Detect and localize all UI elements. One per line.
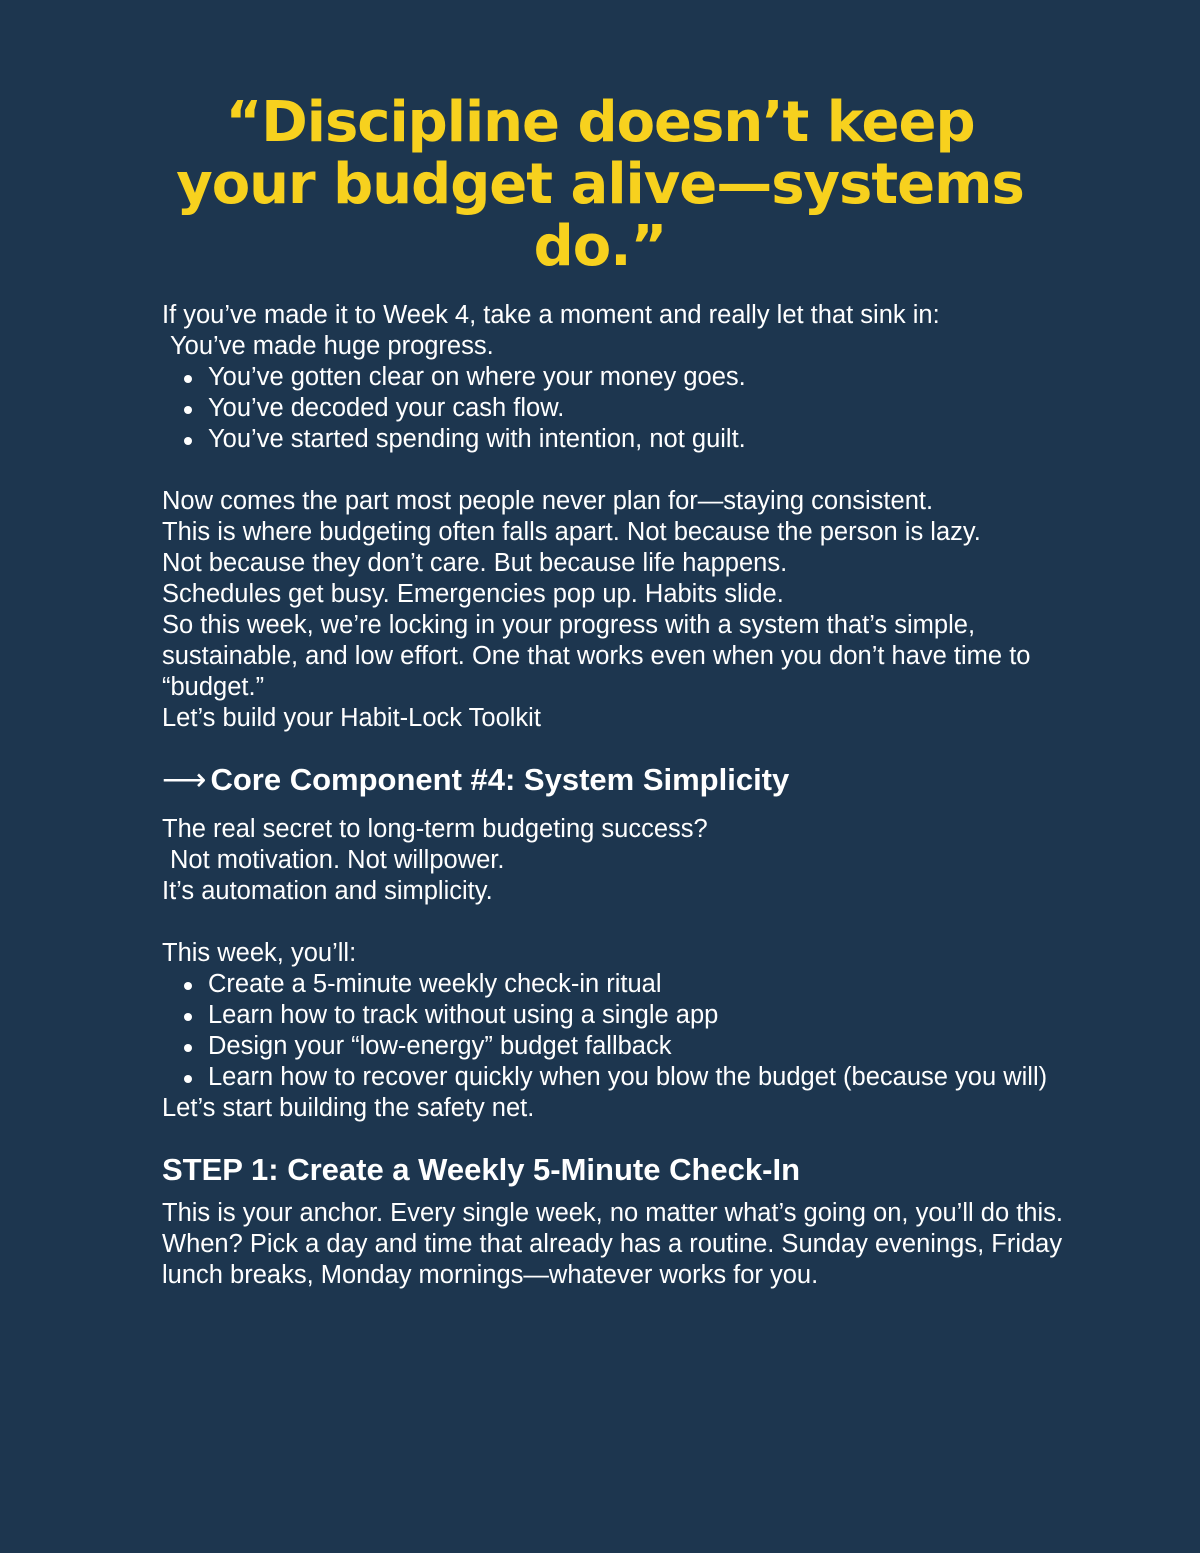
- intro-line-1: If you’ve made it to Week 4, take a moment and really let that sink in:: [162, 301, 940, 329]
- week-intro: This week, you’ll:: [162, 939, 357, 967]
- paragraph-line: So this week, we’re locking in your progress with a system that’s simple, sustainable, and low effort. One that works even when you don’t have time to “budget.”: [162, 611, 1031, 701]
- list-item: Learn how to track without using a single app: [208, 1000, 1082, 1031]
- body-content: [162, 300, 1082, 1291]
- list-item: Create a 5-minute weekly check-in ritual: [208, 969, 1082, 1000]
- paragraph-line: Schedules get busy. Emergencies pop up. Habits slide.: [162, 580, 784, 608]
- list-item: You’ve started spending with intention, not guilt.: [208, 424, 1082, 455]
- step1-paragraph-2: When? Pick a day and time that already has a routine. Sunday evenings, Friday lunch breaks, Monday mornings—whatever works for you.: [162, 1230, 1063, 1289]
- paragraph-line: Now comes the part most people never plan for—staying consistent.: [162, 487, 934, 515]
- quote-line-2: your budget alive—systems: [176, 152, 1024, 217]
- step1-heading: STEP 1: Create a Weekly 5-Minute Check-In: [162, 1152, 801, 1187]
- spacer: [162, 907, 1082, 938]
- list-item: Design your “low-energy” budget fallback: [208, 1031, 1082, 1062]
- core-line-3: It’s automation and simplicity.: [162, 877, 493, 905]
- core-closing: Let’s start building the safety net.: [162, 1094, 535, 1122]
- list-item: Learn how to recover quickly when you blow the budget (because you will): [208, 1062, 1082, 1093]
- week-tasks-list: [162, 969, 1082, 1093]
- intro-line-2: You’ve made huge progress.: [170, 332, 494, 360]
- list-item: You’ve decoded your cash flow.: [208, 393, 1082, 424]
- core-line-2: Not motivation. Not willpower.: [170, 846, 505, 874]
- paragraph-line: Let’s build your Habit-Lock Toolkit: [162, 704, 541, 732]
- arrow-right-icon: ⟶: [162, 762, 207, 797]
- core-component-title: Core Component #4: System Simplicity: [210, 762, 790, 797]
- list-item: You’ve gotten clear on where your money goes.: [208, 362, 1082, 393]
- paragraph-line: This is where budgeting often falls apart. Not because the person is lazy.: [162, 518, 981, 546]
- paragraph-line: Not because they don’t care. But because life happens.: [162, 549, 788, 577]
- quote-line-3: do.”: [533, 214, 667, 279]
- quote-line-1: “Discipline doesn’t keep: [225, 90, 975, 155]
- progress-list: [162, 362, 1082, 455]
- pull-quote: [120, 92, 1080, 278]
- spacer: [162, 455, 1082, 486]
- core-component-heading: [162, 760, 1082, 800]
- core-line-1: The real secret to long-term budgeting success?: [162, 815, 708, 843]
- step1-paragraph-1: This is your anchor. Every single week, no matter what’s going on, you’ll do this.: [162, 1199, 1063, 1227]
